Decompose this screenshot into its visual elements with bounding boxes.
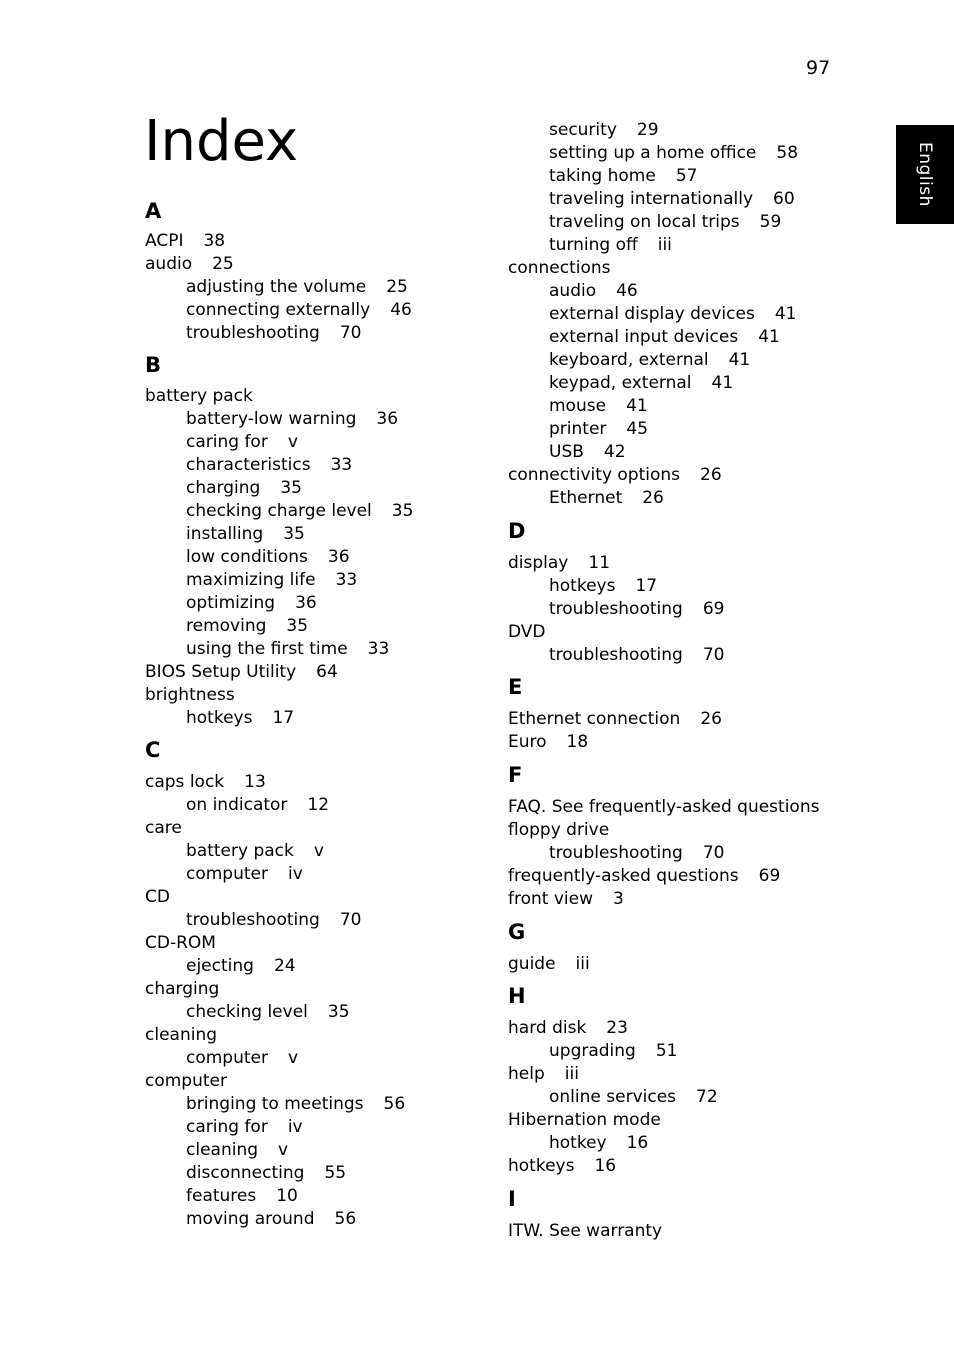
page-reference: 70 — [702, 843, 725, 863]
index-term: traveling internationally — [549, 189, 753, 209]
section-letter: B — [145, 353, 162, 377]
page-reference: 41 — [626, 396, 648, 416]
page-reference: 3 — [613, 889, 624, 909]
section-letter: F — [508, 763, 523, 787]
index-entry — [508, 1220, 878, 1243]
page-reference: 35 — [327, 1002, 350, 1022]
index-term: battery pack — [186, 841, 294, 861]
page-reference: 70 — [339, 323, 362, 343]
index-term: traveling on local trips — [549, 212, 740, 232]
index-subentry — [145, 569, 475, 592]
index-subentry — [508, 575, 878, 598]
page-reference: 17 — [635, 576, 658, 596]
index-subentry — [145, 1139, 475, 1162]
page-reference: 24 — [273, 956, 296, 976]
index-term: display — [508, 553, 569, 573]
index-entry — [508, 1109, 878, 1132]
page-reference: 46 — [390, 300, 412, 320]
index-term: characteristics — [186, 455, 311, 475]
index-term: CD — [145, 887, 170, 907]
index-term: keyboard, external — [549, 350, 709, 370]
page-reference: 38 — [203, 231, 226, 251]
page-reference: 11 — [588, 553, 611, 573]
page-reference: 41 — [758, 327, 780, 347]
page-reference: iii — [657, 235, 672, 255]
index-term: ITW. See warranty — [508, 1221, 663, 1241]
page-reference: 64 — [316, 662, 338, 682]
index-entry — [145, 253, 475, 276]
page-reference: 10 — [276, 1186, 298, 1206]
page-reference: iii — [575, 954, 590, 974]
index-term: security — [549, 120, 617, 140]
index-subentry — [145, 431, 475, 454]
index-term: battery-low warning — [186, 409, 357, 429]
index-subentry — [508, 211, 878, 234]
index-term: caring for — [186, 1117, 268, 1137]
page-reference: 41 — [774, 304, 797, 324]
index-subentry — [508, 188, 878, 211]
index-subentry — [145, 299, 475, 322]
page-reference: 35 — [283, 524, 305, 544]
index-subentry — [145, 1001, 475, 1024]
page-reference: 72 — [696, 1087, 718, 1107]
index-entry — [508, 888, 878, 911]
index-subentry — [508, 487, 878, 510]
index-term: hotkeys — [508, 1156, 575, 1176]
index-term: care — [145, 818, 182, 838]
index-term: external input devices — [549, 327, 739, 347]
page-title: Index — [144, 109, 299, 174]
index-term: disconnecting — [186, 1163, 305, 1183]
index-subentry — [145, 592, 475, 615]
page-reference: iii — [564, 1064, 579, 1084]
section-letter: E — [508, 675, 523, 699]
index-entry — [145, 1070, 475, 1093]
index-term: checking charge level — [186, 501, 372, 521]
page-reference: v — [287, 432, 298, 452]
index-subentry — [508, 418, 878, 441]
index-entry — [145, 817, 475, 840]
index-term: caps lock — [145, 772, 225, 792]
index-subentry — [145, 1208, 475, 1231]
section-letter: I — [508, 1187, 516, 1211]
index-subentry — [508, 119, 878, 142]
index-term: BIOS Setup Utility — [145, 662, 297, 682]
index-entry — [508, 796, 878, 819]
index-subentry — [145, 955, 475, 978]
index-term: Ethernet — [549, 488, 623, 508]
index-term: online services — [549, 1087, 677, 1107]
index-term: front view — [508, 889, 593, 909]
index-entry — [508, 953, 878, 976]
page-reference: 33 — [330, 455, 353, 475]
section-letter: C — [145, 738, 161, 762]
index-term: cleaning — [186, 1140, 259, 1160]
index-entry — [145, 230, 475, 253]
index-subentry — [145, 523, 475, 546]
index-term: DVD — [508, 622, 546, 642]
index-term: computer — [145, 1071, 227, 1091]
index-term: cleaning — [145, 1025, 218, 1045]
page-reference: 58 — [776, 143, 799, 163]
page-reference: 16 — [626, 1133, 649, 1153]
language-tab — [896, 125, 954, 224]
page-reference: 46 — [616, 281, 638, 301]
index-term: hotkey — [549, 1133, 607, 1153]
index-term: features — [186, 1186, 257, 1206]
page-reference: 26 — [642, 488, 664, 508]
index-subentry — [145, 1185, 475, 1208]
page-reference: iv — [287, 1117, 303, 1137]
index-subentry — [508, 441, 878, 464]
index-entry — [145, 385, 475, 408]
section-letter: A — [145, 199, 162, 223]
index-subentry — [508, 644, 878, 667]
page-reference: 33 — [367, 639, 390, 659]
page-reference: 33 — [335, 570, 358, 590]
page-reference: 23 — [606, 1018, 628, 1038]
index-term: mouse — [549, 396, 607, 416]
index-subentry — [508, 598, 878, 621]
index-term: on indicator — [186, 795, 288, 815]
index-term: help — [508, 1064, 545, 1084]
index-term: charging — [145, 979, 220, 999]
page-reference: 69 — [702, 599, 725, 619]
index-term: bringing to meetings — [186, 1094, 364, 1114]
index-subentry — [145, 454, 475, 477]
index-subentry — [508, 349, 878, 372]
section-letter: H — [508, 984, 526, 1008]
index-term: FAQ. See frequently-asked questions — [508, 797, 820, 817]
index-subentry — [145, 500, 475, 523]
index-term: troubleshooting — [549, 599, 683, 619]
index-term: guide — [508, 954, 556, 974]
index-term: ACPI — [145, 231, 184, 251]
index-entry — [508, 865, 878, 888]
index-term: troubleshooting — [549, 843, 683, 863]
page-reference: 36 — [295, 593, 317, 613]
index-term: hard disk — [508, 1018, 587, 1038]
page-reference: iv — [288, 864, 303, 884]
index-entry — [145, 684, 475, 707]
page-reference: 59 — [759, 212, 782, 232]
index-entry — [508, 731, 878, 754]
language-tab-label: English — [915, 142, 935, 207]
page-reference: 35 — [286, 616, 309, 636]
index-term: installing — [186, 524, 264, 544]
index-subentry — [145, 794, 475, 817]
index-term: caring for — [186, 432, 268, 452]
index-subentry — [145, 322, 475, 345]
page-reference: 70 — [339, 910, 362, 930]
index-subentry — [508, 1132, 878, 1155]
index-subentry — [145, 477, 475, 500]
index-term: CD-ROM — [145, 933, 216, 953]
index-subentry — [508, 842, 878, 865]
index-subentry — [508, 303, 878, 326]
index-term: maximizing life — [186, 570, 316, 590]
index-term: keypad, external — [549, 373, 692, 393]
index-term: setting up a home office — [549, 143, 757, 163]
page-reference: 41 — [728, 350, 751, 370]
page-reference: v — [313, 841, 324, 861]
index-term: hotkeys — [186, 708, 253, 728]
index-subentry — [145, 615, 475, 638]
index-term: charging — [186, 478, 261, 498]
section-letter: G — [508, 920, 526, 944]
index-term: battery pack — [145, 386, 253, 406]
index-term: moving around — [186, 1209, 315, 1229]
index-term: troubleshooting — [186, 323, 320, 343]
index-term: computer — [186, 864, 268, 884]
index-term: printer — [549, 419, 607, 439]
page-reference: 12 — [307, 795, 330, 815]
index-subentry — [145, 840, 475, 863]
index-subentry — [145, 1116, 475, 1139]
index-term: Hibernation mode — [508, 1110, 661, 1130]
page-reference: 18 — [566, 732, 589, 752]
page-reference: 42 — [603, 442, 626, 462]
page-number: 97 — [806, 57, 831, 79]
page-reference: 35 — [280, 478, 302, 498]
page-reference: 29 — [636, 120, 659, 140]
index-entry — [508, 552, 878, 575]
index-entry — [508, 257, 878, 280]
index-term: low conditions — [186, 547, 308, 567]
index-entry — [508, 1063, 878, 1086]
page-reference: 56 — [383, 1094, 406, 1114]
page-reference: 17 — [272, 708, 295, 728]
index-column-right — [508, 119, 878, 1243]
index-entry — [145, 886, 475, 909]
index-subentry — [508, 280, 878, 303]
index-entry — [145, 932, 475, 955]
page-reference: 57 — [675, 166, 698, 186]
index-term: floppy drive — [508, 820, 610, 840]
page-reference: 25 — [212, 254, 234, 274]
page-reference: 26 — [700, 709, 722, 729]
index-subentry — [145, 1093, 475, 1116]
page-reference: v — [278, 1140, 289, 1160]
index-term: ejecting — [186, 956, 254, 976]
index-entry — [145, 771, 475, 794]
index-term: troubleshooting — [186, 910, 320, 930]
page-reference: 56 — [334, 1209, 357, 1229]
page-reference: 51 — [655, 1041, 678, 1061]
index-entry — [145, 661, 475, 684]
index-entry — [508, 1017, 878, 1040]
index-subentry — [508, 165, 878, 188]
index-column-left — [145, 193, 475, 1231]
index-subentry — [145, 1047, 475, 1070]
page-reference: 13 — [244, 772, 266, 792]
index-subentry — [145, 408, 475, 431]
index-entry — [508, 621, 878, 644]
page-reference: 69 — [758, 866, 781, 886]
index-term: troubleshooting — [549, 645, 683, 665]
index-entry — [145, 1024, 475, 1047]
index-subentry — [508, 395, 878, 418]
index-term: taking home — [549, 166, 656, 186]
index-term: connecting externally — [186, 300, 371, 320]
index-entry — [508, 819, 878, 842]
index-term: upgrading — [549, 1041, 636, 1061]
index-entry — [508, 708, 878, 731]
page-reference: 60 — [773, 189, 795, 209]
page-reference: 36 — [376, 409, 399, 429]
index-entry — [508, 1155, 878, 1178]
index-term: adjusting the volume — [186, 277, 367, 297]
index-term: optimizing — [186, 593, 276, 613]
page-reference: 45 — [626, 419, 649, 439]
page-reference: v — [288, 1048, 299, 1068]
index-subentry — [508, 142, 878, 165]
index-term: connectivity options — [508, 465, 681, 485]
index-term: USB — [549, 442, 584, 462]
index-term: external display devices — [549, 304, 755, 324]
index-term: checking level — [186, 1002, 308, 1022]
index-term: using the first time — [186, 639, 348, 659]
index-subentry — [145, 546, 475, 569]
index-term: connections — [508, 258, 611, 278]
index-subentry — [508, 234, 878, 257]
index-term: removing — [186, 616, 267, 636]
index-term: audio — [549, 281, 597, 301]
page-reference: 36 — [327, 547, 350, 567]
index-subentry — [508, 372, 878, 395]
index-term: audio — [145, 254, 193, 274]
page-reference: 55 — [324, 1163, 347, 1183]
index-subentry — [145, 707, 475, 730]
index-subentry — [145, 1162, 475, 1185]
section-letter: D — [508, 519, 526, 543]
page-reference: 70 — [702, 645, 725, 665]
index-subentry — [508, 1040, 878, 1063]
index-term: Euro — [508, 732, 547, 752]
index-entry — [145, 978, 475, 1001]
index-entry — [508, 464, 878, 487]
index-term: computer — [186, 1048, 268, 1068]
index-subentry — [145, 276, 475, 299]
index-subentry — [508, 1086, 878, 1109]
index-term: frequently-asked questions — [508, 866, 739, 886]
index-term: hotkeys — [549, 576, 616, 596]
index-term: Ethernet connection — [508, 709, 681, 729]
page-reference: 41 — [711, 373, 734, 393]
page-reference: 26 — [700, 465, 722, 485]
index-subentry — [145, 863, 475, 886]
index-subentry — [508, 326, 878, 349]
page-reference: 25 — [386, 277, 408, 297]
index-term: brightness — [145, 685, 235, 705]
index-subentry — [145, 638, 475, 661]
page-reference: 16 — [594, 1156, 617, 1176]
page-reference: 35 — [391, 501, 414, 521]
index-subentry — [145, 909, 475, 932]
index-term: turning off — [549, 235, 638, 255]
